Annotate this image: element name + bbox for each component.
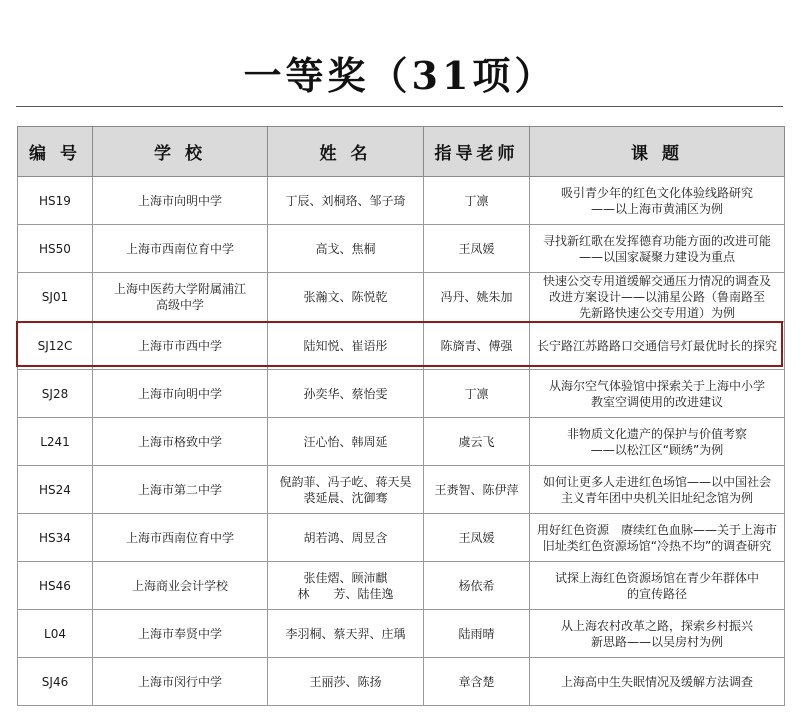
- cell-school-line: 上海商业会计学校: [131, 578, 228, 593]
- cell-advisor: [424, 658, 530, 706]
- cell-topic-line: 教室空调使用的改进建议: [590, 394, 723, 409]
- cell-names-line: 李羽桐、蔡天羿、庄瑀: [285, 626, 406, 641]
- cell-topic: [530, 562, 785, 610]
- cell-school: [93, 514, 268, 562]
- cell-advisor-line: 陆雨晴: [458, 626, 495, 641]
- cell-topic-line: 新思路——以吴房村为例: [590, 634, 723, 649]
- cell-advisor-line: 杨依希: [458, 578, 495, 593]
- cell-advisor-line: 丁凛: [464, 386, 489, 401]
- cell-advisor: [424, 273, 530, 322]
- cell-advisor-line: 王赉智、陈伊萍: [434, 482, 519, 497]
- cell-code: HS34: [18, 514, 93, 562]
- cell-school: [93, 658, 268, 706]
- cell-code: SJ01: [18, 273, 93, 322]
- cell-topic-line: 如何让更多人走进红色场馆——以中国社会: [542, 474, 771, 489]
- cell-topic-line: ——以松江区“顾绣”为例: [590, 442, 724, 457]
- cell-school-line: 高级中学: [155, 298, 204, 312]
- table-row: [18, 322, 785, 370]
- table-row: [18, 562, 785, 610]
- table-row: [18, 177, 785, 225]
- cell-topic-line: 先新路快速公交专用道）为例: [578, 306, 735, 320]
- cell-topic-line: 的宣传路径: [626, 586, 687, 601]
- cell-topic-line: 快速公交专用道缓解交通压力情况的调查及: [542, 274, 771, 288]
- cell-code: HS46: [18, 562, 93, 610]
- cell-school: [93, 466, 268, 514]
- cell-topic: [530, 610, 785, 658]
- cell-names-line: 倪韵菲、冯子屹、蒋天昊: [279, 474, 412, 489]
- cell-names-line: 张佳熠、顾沛麒: [303, 570, 388, 585]
- cell-code: L04: [18, 610, 93, 658]
- cell-advisor-line: 王凤媛: [458, 530, 495, 545]
- table-row: [18, 514, 785, 562]
- cell-topic-line: 从上海农村改革之路，探索乡村振兴: [560, 618, 753, 633]
- header-advisor: 指导老师: [424, 127, 530, 177]
- cell-school: [93, 225, 268, 273]
- table-row: [18, 370, 785, 418]
- awards-table: [17, 126, 785, 706]
- cell-school: [93, 562, 268, 610]
- cell-advisor-line: 冯丹、姚朱加: [440, 290, 513, 304]
- cell-advisor: [424, 466, 530, 514]
- cell-names: [268, 370, 424, 418]
- cell-school: [93, 418, 268, 466]
- cell-advisor: [424, 418, 530, 466]
- cell-names: [268, 225, 424, 273]
- cell-school-line: 上海市第二中学: [137, 482, 222, 497]
- cell-names-line: 王丽莎、陈扬: [309, 674, 382, 689]
- cell-school-line: 上海市向明中学: [137, 386, 222, 401]
- cell-names: [268, 322, 424, 370]
- cell-names-line: 陆知悦、崔语彤: [303, 338, 388, 353]
- cell-topic-line: 改进方案设计——以浦星公路（鲁南路至: [548, 290, 765, 304]
- cell-advisor: [424, 610, 530, 658]
- table-row: [18, 273, 785, 322]
- cell-topic-line: 上海高中生失眠情况及缓解方法调查: [560, 674, 753, 689]
- title-divider: [16, 106, 783, 107]
- cell-topic: [530, 322, 785, 370]
- cell-names: [268, 514, 424, 562]
- cell-school: [93, 322, 268, 370]
- cell-code: SJ46: [18, 658, 93, 706]
- cell-code: SJ12C: [18, 322, 93, 370]
- header-school: 学 校: [93, 127, 268, 177]
- cell-advisor: [424, 322, 530, 370]
- cell-advisor-line: 陈旖青、傅强: [440, 338, 513, 353]
- cell-advisor: [424, 562, 530, 610]
- cell-topic-line: 主义青年团中央机关旧址纪念馆为例: [560, 490, 753, 505]
- cell-topic-line: 旧址类红色资源场馆“冷热不均”的调查研究: [542, 538, 772, 553]
- cell-code: L241: [18, 418, 93, 466]
- cell-names: [268, 466, 424, 514]
- table-row: [18, 610, 785, 658]
- cell-names-line: 胡若鸿、周昱含: [303, 530, 388, 545]
- cell-names-line: 高戈、焦桐: [315, 241, 376, 256]
- cell-topic-line: 用好红色资源 赓续红色血脉——关于上海市: [536, 522, 777, 537]
- cell-topic-line: 非物质文化遗产的保护与价值考察: [566, 426, 747, 441]
- cell-names-line: 孙奕华、蔡怡雯: [303, 386, 388, 401]
- cell-advisor-line: 章含楚: [458, 674, 495, 689]
- cell-topic: [530, 273, 785, 322]
- cell-topic: [530, 514, 785, 562]
- table-row: [18, 658, 785, 706]
- cell-topic: [530, 370, 785, 418]
- cell-advisor-line: 丁凛: [464, 193, 489, 208]
- cell-names: [268, 418, 424, 466]
- cell-code: HS19: [18, 177, 93, 225]
- header-name: 姓 名: [268, 127, 424, 177]
- cell-names-line: 汪心怡、韩周延: [303, 434, 388, 449]
- cell-school-line: 上海市西南位育中学: [125, 241, 234, 256]
- table-row: [18, 418, 785, 466]
- cell-advisor: [424, 514, 530, 562]
- table-body: [18, 177, 785, 706]
- cell-school-line: 上海市西南位育中学: [125, 530, 234, 545]
- cell-names: [268, 562, 424, 610]
- cell-advisor: [424, 370, 530, 418]
- table-header-row: [18, 127, 785, 177]
- cell-names: [268, 610, 424, 658]
- cell-advisor: [424, 177, 530, 225]
- table-row: [18, 225, 785, 273]
- cell-code: SJ28: [18, 370, 93, 418]
- cell-topic-line: 寻找新红歌在发挥德育功能方面的改进可能: [542, 233, 771, 248]
- cell-names: [268, 273, 424, 322]
- cell-topic: [530, 658, 785, 706]
- cell-topic-line: ——以国家凝聚力建设为重点: [578, 249, 735, 264]
- cell-advisor-line: 虞云飞: [458, 434, 495, 449]
- cell-advisor: [424, 225, 530, 273]
- cell-school-line: 上海市奉贤中学: [137, 626, 222, 641]
- cell-school-line: 上海市闵行中学: [137, 674, 222, 689]
- cell-advisor-line: 王凤媛: [458, 241, 495, 256]
- cell-topic: [530, 225, 785, 273]
- cell-names: [268, 658, 424, 706]
- cell-topic-line: 长宁路江苏路路口交通信号灯最优时长的探究: [536, 338, 777, 353]
- cell-names: [268, 177, 424, 225]
- cell-school: [93, 610, 268, 658]
- table-row: [18, 466, 785, 514]
- cell-names-line: 林 芳、陆佳逸: [297, 586, 394, 601]
- cell-topic: [530, 418, 785, 466]
- cell-topic: [530, 177, 785, 225]
- cell-school-line: 上海市向明中学: [137, 193, 222, 208]
- cell-school: [93, 273, 268, 322]
- cell-code: HS50: [18, 225, 93, 273]
- cell-topic-line: ——以上海市黄浦区为例: [590, 201, 723, 216]
- cell-school-line: 上海中医药大学附属浦江: [113, 282, 246, 296]
- header-code: 编 号: [18, 127, 93, 177]
- cell-topic: [530, 466, 785, 514]
- cell-code: HS24: [18, 466, 93, 514]
- header-topic: 课 题: [530, 127, 785, 177]
- cell-school-line: 上海市市西中学: [137, 338, 222, 353]
- cell-topic-line: 吸引青少年的红色文化体验线路研究: [560, 185, 753, 200]
- cell-topic-line: 试探上海红色资源场馆在青少年群体中: [554, 570, 759, 585]
- cell-names-line: 丁辰、刘桐珞、邹子琦: [285, 193, 406, 208]
- cell-school-line: 上海市格致中学: [137, 434, 222, 449]
- cell-names-line: 张瀚文、陈悦乾: [303, 290, 388, 304]
- cell-names-line: 裘延晨、沈御骞: [303, 490, 388, 505]
- cell-topic-line: 从海尔空气体验馆中探索关于上海中小学: [548, 378, 765, 393]
- cell-school: [93, 177, 268, 225]
- cell-school: [93, 370, 268, 418]
- page-title: 一等奖（31项）: [243, 53, 557, 98]
